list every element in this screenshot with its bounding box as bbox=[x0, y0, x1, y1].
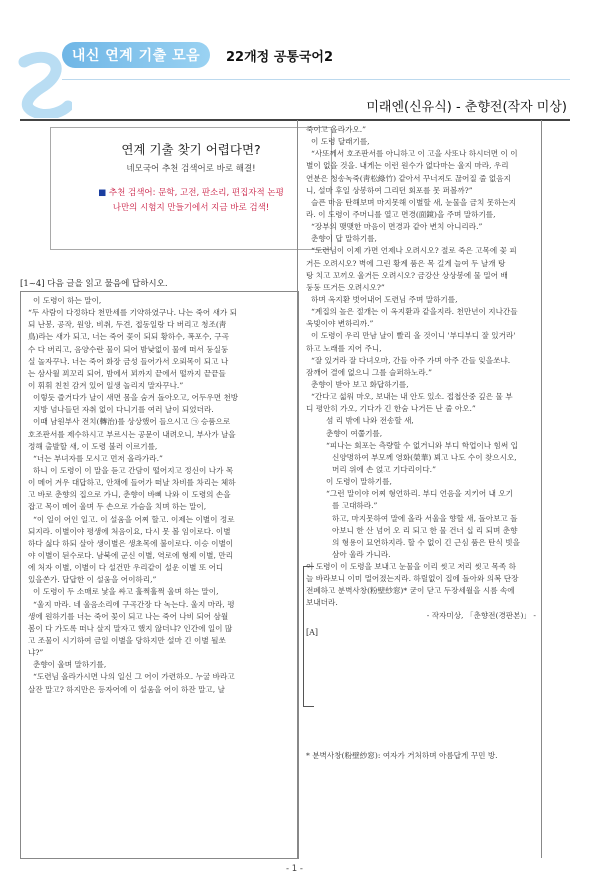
passage-line: “피나는 회포는 측량할 수 없거니와 부디 학업이나 힘써 입 bbox=[326, 440, 518, 450]
passage-line: 늘 바라보니 이미 멀어졌는지라. 하릴없이 집에 돌아와 의복 단장 bbox=[306, 574, 519, 584]
passage-line: 머리 위에 손 얹고 기다리이다.” bbox=[332, 464, 436, 474]
passage-line: 살잔 말고? 하지만은 등자어에 이 설움을 어이 하잔 말고, 날 bbox=[28, 684, 225, 694]
promo-cta: 나만의 시험지 만들기에서 지금 바로 검색! bbox=[112, 203, 270, 213]
passage-line: 이 도령이 두 소매로 낯을 싸고 훌쩍훌쩍 울며 하는 말이, bbox=[33, 587, 219, 597]
passage-line: 고 바로 춘향의 집으로 가니, 춘향이 바삐 나와 이 도령의 손을 bbox=[28, 490, 231, 500]
passage-line: 옥빛이야 변하리까.” bbox=[306, 319, 374, 329]
passage-line: 탕 치고 꼬끼오 울거든 오려시오? 금강산 상상봉에 물 밀어 배 bbox=[306, 270, 508, 280]
subject-title: 22개정 공통국어2 bbox=[226, 50, 334, 65]
passage-line: 보내더라. bbox=[306, 598, 338, 608]
passage-line: 수 다 버리고, 음양수란 물이 되어 밤낮없이 물에 떠서 둥실둥 bbox=[28, 344, 229, 354]
passage-line: 의 형용이 묘연하지라. 할 수 없이 긴 근심 품은 탄식 빗을 bbox=[332, 537, 520, 547]
passage-line: 있을쏜가. 답답한 이 설움을 어이하리,” bbox=[28, 575, 157, 585]
passage-line: 고 조물이 시기하여 금일 이별을 당하지만 설마 긴 이별 될쏘 bbox=[28, 635, 226, 645]
source-citation: - 작자미상, 「춘향전(경판본)」 - bbox=[426, 610, 536, 620]
passage-line: 호조판서를 제수하시고 부르시는 공문이 내려오니, 부사가 날을 bbox=[28, 429, 236, 439]
passage-line: 냐?” bbox=[28, 648, 44, 658]
passage-line: 이 메어 겨우 대답하고, 안채에 들어가 떠날 차비를 차리는 체하 bbox=[28, 478, 236, 488]
source-title: 미래엔(신유식) - 춘향전(작자 미상) bbox=[366, 100, 567, 115]
passage-line: “사또께서 호조판서를 아니하고 이 고을 사또나 하시더면 이 이 bbox=[311, 149, 518, 159]
passage-line: 슬픈 마음 탄해보며 마지못해 이별할 새, 눈물을 금치 못하는지 bbox=[311, 197, 517, 207]
section-a-label: [A] bbox=[306, 628, 319, 637]
passage-line: 鳥)라는 새가 되고, 너는 죽어 꽃이 되되 황하수, 폭포수, 구곡 bbox=[28, 332, 229, 342]
passage-line: “너는 부녀자를 모시고 먼저 올라가라.” bbox=[33, 453, 163, 463]
passage-line: “간다고 섧워 마오, 보내는 내 안도 있소. 접첩산중 깊은 물 부 bbox=[311, 392, 513, 402]
passage-line: 되 난봉, 공작, 원앙, 비취, 두견, 접동일랑 다 버리고 청조(靑 bbox=[28, 320, 227, 330]
footnote: * 분벽사창(粉壁紗窓): 여자가 거처하며 아름답게 꾸민 방. bbox=[306, 751, 498, 760]
passage-right-column bbox=[306, 124, 538, 622]
passage-line: 디 평안히 가오, 기다가 긴 한숨 나거든 난 줄 아오.” bbox=[306, 404, 476, 414]
passage-line: 별이 없을 것을. 내게는 이런 원수가 없다마는 울지 마라, 우리 bbox=[306, 161, 509, 171]
passage-line: 연분은 청송녹죽(靑松綠竹) 같아서 꾸너져도 끊어질 줄 없음지 bbox=[306, 173, 511, 183]
column-divider-right bbox=[541, 120, 542, 858]
passage-line: 는 삼사월 꾀꼬리 되어, 밤에서 꾀까지 끝에서 떨까지 끝끝들 bbox=[28, 368, 226, 378]
passage-line: 실 놀자꾸나. 너는 죽어 화장 금성 들어가서 오뢰목이 되고 나 bbox=[28, 356, 229, 366]
passage-line: “이 일이 어인 일고. 이 설움을 어찌 할고. 이제는 이별이 정로 bbox=[33, 514, 235, 524]
passage-line: 하다 싫다 하되 살아 생이별은 생초목에 불이로다. 이승 이별이 bbox=[28, 538, 234, 548]
passage-line: 이 도령이 말하기를, bbox=[326, 477, 392, 487]
passage-line: 신양명하여 부모께 영화(榮華) 뵈고 나도 수이 찾으시오, bbox=[332, 452, 517, 462]
promo-answer: 네모국어 추천 검색어로 바로 해결! bbox=[126, 164, 256, 174]
passage-line: 이때 남원부사 전치(轉治)를 상상했어 들으시고 ㉠ 승품으로 bbox=[33, 417, 231, 427]
passage-line: 니, 설마 후일 상봉하여 그리던 회포를 못 퍼볼까?” bbox=[306, 185, 473, 195]
passage-line: 춘향이 답 말하기를, bbox=[311, 234, 377, 244]
passage-line: 전폐하고 분벽사창(粉壁紗窓)* 굳이 닫고 두장세월을 시름 속에 bbox=[306, 586, 515, 596]
passage-line: 이 도령이 이 도령을 보내고 눈물을 이리 씻고 저리 씻고 목족 하 bbox=[306, 562, 516, 572]
column-divider-left bbox=[297, 120, 298, 858]
passage-line: 이렇듯 즐거다가 날이 새면 몸을 숨겨 돌아오고, 어두우면 천방 bbox=[33, 393, 239, 403]
header-divider bbox=[62, 79, 570, 80]
page-number: - 1 - bbox=[286, 864, 303, 874]
promo-question: 연계 기출 찾기 어렵다면? bbox=[121, 142, 261, 157]
top-rule bbox=[20, 119, 570, 121]
question-instruction: [1~4] 다음 글을 읽고 물음에 답하시오. bbox=[20, 279, 168, 289]
passage-line: 라. 이 도령이 주머니를 열고 면경(面鏡)을 주며 말하기를, bbox=[306, 209, 496, 219]
passage-line: “장부의 맺맺한 마음이 면경과 같아 변치 아니리라.” bbox=[311, 222, 483, 232]
passage-line: 이 도령이 하는 말이, bbox=[33, 296, 102, 305]
passage-line: 춘향이 여쭙기를, bbox=[326, 428, 383, 438]
passage-line: “잘 있거라 잘 다녀오마, 간들 아주 가며 아주 간들 잊을쏘냐. bbox=[311, 355, 511, 365]
passage-line: 하고, 마지못하여 말에 올라 서울을 향할 새, 돌아보고 돌 bbox=[332, 513, 518, 523]
passage-line: 하니 이 도령이 이 말을 듣고 간담이 떨어지고 정신이 나가 목 bbox=[33, 465, 234, 475]
passage-line: 삼아 울라 가니라. bbox=[332, 549, 391, 559]
passage-line: 를 고대하라.” bbox=[332, 501, 378, 511]
passage-line: “도련님 올라가시면 나의 일신 그 어이 가련하오. 누굴 바라고 bbox=[33, 672, 235, 682]
passage-line: 섬 리 밖에 나와 전송할 새, bbox=[326, 416, 414, 426]
passage-line: 이 도령이 우리 만남 날이 빨리 올 것이니 '부디부디 잘 있거라' bbox=[311, 331, 516, 341]
passage-line: 둥둥 뜨거든 오려시오?” bbox=[306, 282, 385, 292]
passage-line: 춘향이 울며 말하기를, bbox=[33, 660, 107, 670]
promo-box bbox=[50, 127, 332, 250]
passage-line: 춘향이 받아 보고 화답하기를, bbox=[311, 379, 409, 389]
passage-line: 아보니 한 산 넘어 오 리 되고 한 물 건너 십 리 되며 춘향 bbox=[332, 525, 518, 535]
passage-line: 되지라. 이별이야 평생에 처음이요, 다시 못 볼 임이로다. 이별 bbox=[28, 526, 231, 536]
passage-line: 지방 넘나들던 자취 없이 다니기를 여러 날이 되었더라. bbox=[33, 405, 214, 415]
passage-line: “계집의 높은 절개는 이 옥지환과 같을지라. 천만년이 지나간들 bbox=[311, 307, 518, 317]
passage-line: 하고 노래를 지어 주니, bbox=[306, 343, 382, 353]
passage-line: “도련님이 이제 가면 언제나 오려시오? 절로 죽은 고목에 꽃 피 bbox=[311, 246, 517, 256]
passage-line: 거든 오려시오? 벽에 그린 황계 품은 목 길게 늘여 두 날개 탕 bbox=[306, 258, 506, 268]
passage-line: “그런 말이야 어찌 형언하리. 부디 언음을 지키어 내 오기 bbox=[326, 489, 513, 499]
passage-line: “두 사람이 다정하다 천만세를 기약하였구나. 나는 죽어 새가 되 bbox=[28, 308, 237, 318]
passage-line: 에 처자 이별, 이별이 다 설건만 우리같이 설운 이별 또 어디 bbox=[28, 563, 224, 573]
passage-left-column bbox=[28, 295, 290, 696]
passage-line: 죽이고 올라가오.” bbox=[306, 125, 367, 134]
passage-line: 봄이 다 가도록 떠나 살지 말자고 했지 않더냐? 인간에 일이 많 bbox=[28, 623, 233, 633]
passage-line: 정해 출발할 새, 이 도령 불러 이르기를, bbox=[28, 441, 158, 451]
square-bullet-icon: ■ bbox=[98, 188, 107, 198]
passage-line: 하며 옥지환 벗어내어 도련님 주며 말하기를, bbox=[311, 294, 458, 304]
passage-line: 잠깨어 결에 없으니 그를 슬퍼하노라.” bbox=[306, 367, 432, 377]
passage-line: “울지 마라. 네 울음소리에 구곡간장 다 녹는다. 울지 마라, 평 bbox=[33, 599, 235, 609]
passage-line: 잡고 목이 메어 울며 두 손으로 가슴을 치며 하는 말이, bbox=[28, 502, 207, 512]
promo-keywords: ■ 추천 검색어: 문학, 고전, 판소리, 편집자적 논평 bbox=[98, 188, 284, 198]
passage-line: 생에 원하기를 너는 죽어 꽃이 되고 나는 죽어 나비 되어 삼월 bbox=[28, 611, 229, 621]
passage-line: 이 휘휘 친친 감겨 있어 일생 놀리지 말자꾸나.” bbox=[28, 380, 184, 390]
passage-line: 이 도령 달래기를, bbox=[311, 137, 370, 147]
header-badge: 내신 연계 기출 모음 bbox=[62, 42, 210, 68]
passage-line: 야 이별이 된수로다. 남북에 군신 이별, 역로에 형제 이별, 만리 bbox=[28, 550, 234, 560]
